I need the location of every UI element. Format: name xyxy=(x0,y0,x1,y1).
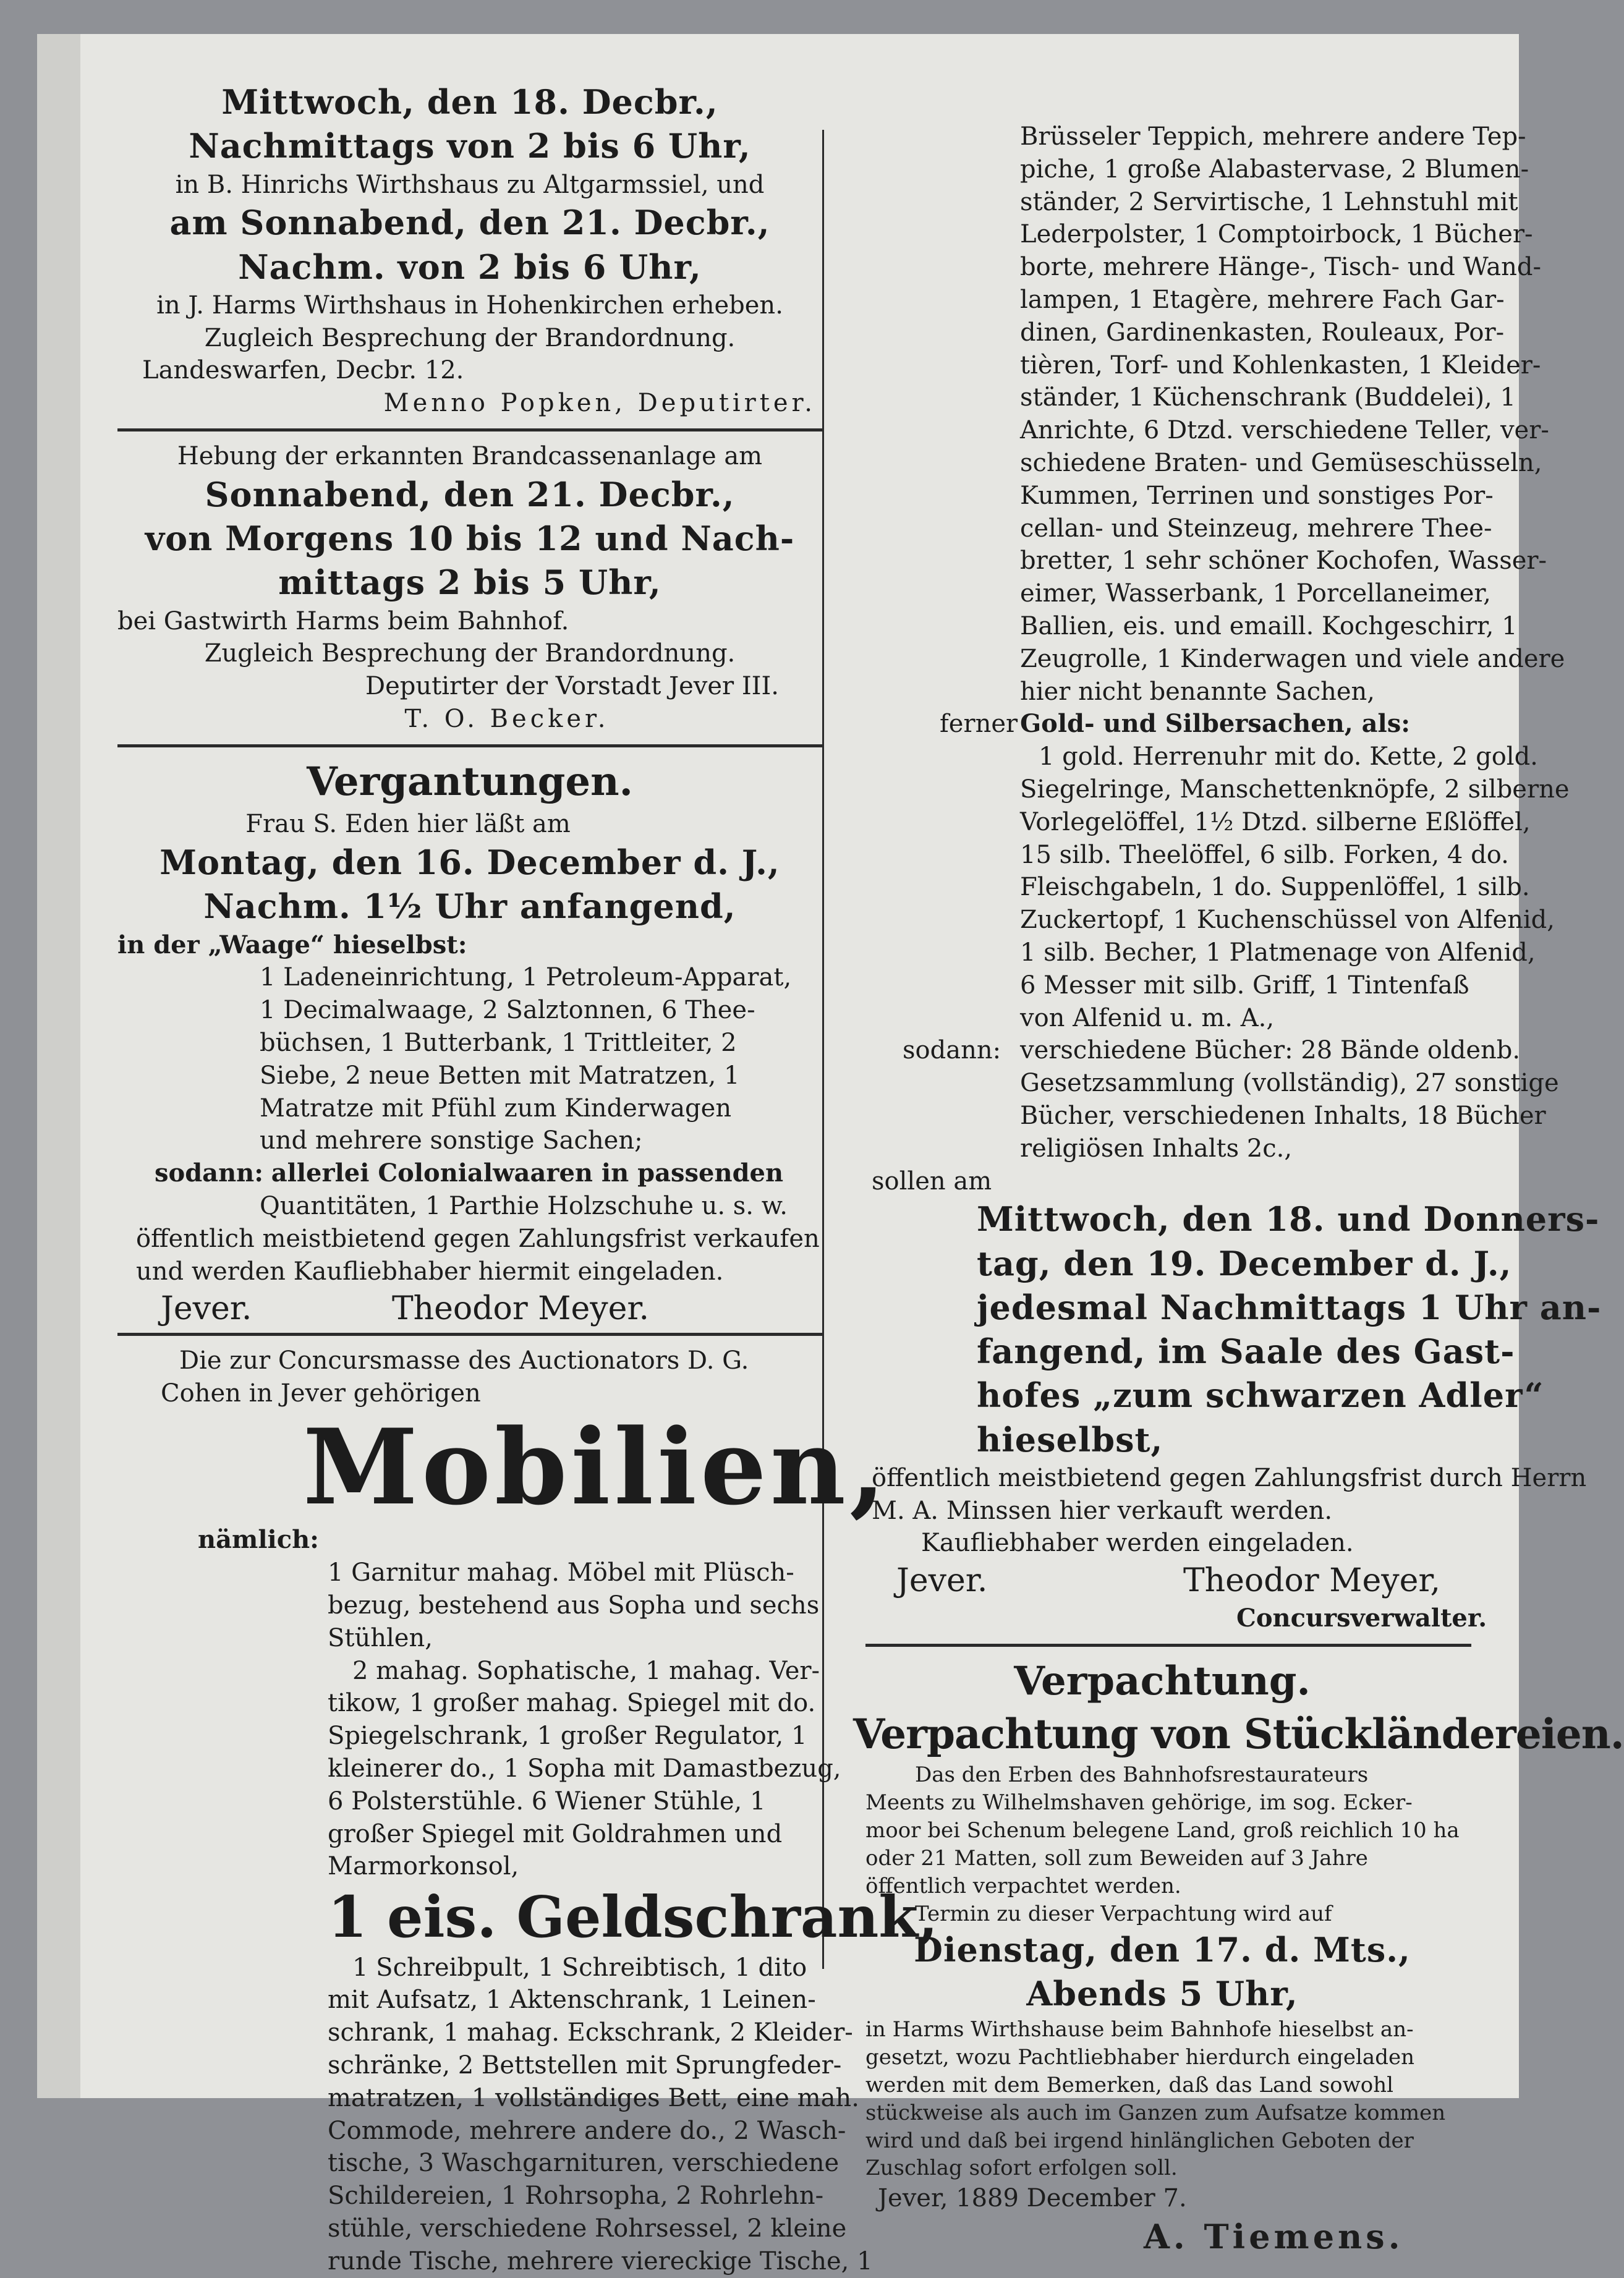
item-line: und mehrere sonstige Sachen; xyxy=(260,1126,643,1155)
notice-line: und werden Kaufliebhaber hiermit eingeladen. xyxy=(136,1257,724,1286)
notice-line: öffentlich verpachtet werden. xyxy=(865,1873,1181,1898)
notice-line: oder 21 Matten, soll zum Beweiden auf 3 Jahre xyxy=(865,1845,1368,1871)
divider xyxy=(117,428,822,431)
item-line: lampen, 1 Etagère, mehrere Fach Gar- xyxy=(1020,285,1505,314)
divider xyxy=(865,1644,1471,1647)
notice-line: stückweise als auch im Ganzen zum Aufsatze kommen xyxy=(865,2100,1446,2125)
item-line: tische, 3 Waschgarnituren, verschiedene xyxy=(328,2149,840,2178)
notice-brandcasse-1 xyxy=(117,80,822,420)
notice-line: Nachm. von 2 bis 6 Uhr, xyxy=(238,247,702,287)
notice-line: moor bei Schenum belegene Land, groß reichlich 10 ha xyxy=(865,1818,1460,1843)
notice-line: Montag, den 16. December d. J., xyxy=(159,843,780,883)
column-divider xyxy=(822,130,824,1969)
date-line: tag, den 19. December d. J., xyxy=(977,1243,1512,1283)
notice-line: Kaufliebhaber werden eingeladen. xyxy=(921,1529,1354,1558)
item-line: Anrichte, 6 Dtzd. verschiedene Teller, ver- xyxy=(1020,416,1549,445)
item-line: hier nicht benannte Sachen, xyxy=(1020,677,1375,706)
item-line: Schildereien, 1 Rohrsopha, 2 Rohrlehn- xyxy=(328,2182,824,2211)
date-line: hofes „zum schwarzen Adler“ xyxy=(977,1375,1544,1416)
item-line: Gold- und Silbersachen, als: xyxy=(1020,709,1411,739)
notice-line: Meents zu Wilhelmshaven gehörige, im sog. Ecker- xyxy=(865,1790,1413,1816)
notice-line: von Morgens 10 bis 12 und Nach- xyxy=(145,519,795,559)
item-line: Quantitäten, 1 Parthie Holzschuhe u. s. w. xyxy=(260,1192,788,1220)
notice-line: bei Gastwirth Harms beim Bahnhof. xyxy=(117,606,569,635)
sodann-label: sodann: xyxy=(155,1158,264,1188)
divider xyxy=(117,1333,822,1336)
signature-role: Concursverwalter. xyxy=(1236,1603,1487,1633)
item-line: Bücher, verschiedenen Inhalts, 18 Bücher xyxy=(1020,1101,1546,1130)
date-line: jedesmal Nachmittags 1 Uhr an- xyxy=(977,1287,1602,1327)
notice-concursmasse-continued xyxy=(853,121,1602,1635)
notice-line: Zugleich Besprechung der Brandordnung. xyxy=(204,639,736,668)
notice-line: öffentlich meistbietend gegen Zahlungsfrist verkaufen xyxy=(136,1224,820,1253)
item-line: mit Aufsatz, 1 Aktenschrank, 1 Leinen- xyxy=(328,1986,816,2015)
signature: Menno Popken, Deputirter. xyxy=(383,389,816,418)
notice-line: Zugleich Besprechung der Brandordnung. xyxy=(204,323,736,352)
item-line: Siegelringe, Manschettenknöpfe, 2 silberne xyxy=(1020,775,1570,804)
signature: Theodor Meyer. xyxy=(391,1290,650,1328)
item-line: bretter, 1 sehr schöner Kochofen, Wasser- xyxy=(1020,546,1547,576)
item-line: eimer, Wasserbank, 1 Porcellaneimer, xyxy=(1020,579,1491,608)
item-line: 1 Garnitur mahag. Möbel mit Plüsch- xyxy=(328,1558,794,1587)
item-line: von Alfenid u. m. A., xyxy=(1020,1003,1275,1032)
item-line: Gesetzsammlung (vollständig), 27 sonstige xyxy=(1020,1069,1559,1098)
notice-line: Hebung der erkannten Brandcassenanlage am xyxy=(177,442,763,471)
item-line: cellan- und Steinzeug, mehrere Thee- xyxy=(1020,514,1492,543)
item-line: runde Tische, mehrere viereckige Tische, 1 xyxy=(328,2246,873,2276)
item-line: Brüsseler Teppich, mehrere andere Tep- xyxy=(1020,122,1526,151)
notice-line: mittags 2 bis 5 Uhr, xyxy=(278,563,661,603)
notice-verpachtung xyxy=(853,1655,1624,2259)
safe-headline: 1 eis. Geldschrank, xyxy=(328,1884,938,1951)
item-line: matratzen, 1 vollständiges Bett, eine mah. xyxy=(328,2083,859,2112)
place: Jever. xyxy=(896,1562,988,1600)
item-line: Matratze mit Pfühl zum Kinderwagen xyxy=(260,1094,732,1123)
notice-line: Nachmittags von 2 bis 6 Uhr, xyxy=(189,126,751,166)
item-line: ständer, 2 Servirtische, 1 Lehnstuhl mit xyxy=(1020,187,1518,216)
item-line: Siebe, 2 neue Betten mit Matratzen, 1 xyxy=(260,1061,740,1090)
sodann-row xyxy=(853,1034,1521,1067)
item-line: Zeugrolle, 1 Kinderwagen und viele andere xyxy=(1020,644,1565,673)
item-line: Marmorkonsol, xyxy=(328,1852,519,1881)
notice-line: wird und daß bei irgend hinlänglichen Geboten der xyxy=(865,2128,1414,2153)
right-column xyxy=(853,121,1624,2259)
ferner-label: ferner xyxy=(940,710,1018,739)
item-line: religiösen Inhalts 2c., xyxy=(1020,1134,1293,1163)
item-line: 1 Decimalwaage, 2 Salztonnen, 6 Thee- xyxy=(260,996,755,1025)
notice-line: Termin zu dieser Verpachtung wird auf xyxy=(915,1901,1332,1926)
date-line: hieselbst, xyxy=(977,1419,1163,1460)
signature-row xyxy=(117,1288,822,1330)
item-line: 1 Ladeneinrichtung, 1 Petroleum-Apparat, xyxy=(260,963,792,992)
item-line: dinen, Gardinenkasten, Rouleaux, Por- xyxy=(1020,318,1505,347)
notice-brandcasse-2 xyxy=(117,440,822,736)
item-line: Kummen, Terrinen und sonstiges Por- xyxy=(1020,481,1494,510)
signature: T. O. Becker. xyxy=(404,705,610,734)
item-line: stühle, verschiedene Rohrsessel, 2 kleine xyxy=(328,2214,847,2243)
notice-line: in Harms Wirthshause beim Bahnhofe hieselbst an- xyxy=(865,2017,1414,2042)
ferner-row xyxy=(853,708,1471,741)
headline: Verpachtung von Stückländereien. xyxy=(853,1710,1624,1759)
item-line: verschiedene Bücher: 28 Bände oldenb. xyxy=(1020,1036,1521,1065)
notice-line: Das den Erben des Bahnhofsrestaurateurs xyxy=(915,1762,1369,1788)
notice-line: in J. Harms Wirthshaus in Hohenkirchen erheben. xyxy=(156,291,783,320)
item-line: schiedene Braten- und Gemüseschüsseln, xyxy=(1020,448,1542,477)
item-line: Stühlen, xyxy=(328,1623,433,1652)
notice-line: in der „Waage“ hieselbst: xyxy=(117,930,467,959)
item-line: 6 Messer mit silb. Griff, 1 Tintenfaß xyxy=(1020,971,1469,1000)
item-line: 6 Polsterstühle. 6 Wiener Stühle, 1 xyxy=(328,1787,766,1816)
notice-line: M. A. Minssen hier verkauft werden. xyxy=(872,1496,1333,1525)
notice-line: am Sonnabend, den 21. Decbr., xyxy=(169,203,770,243)
date-line: Abends 5 Uhr, xyxy=(1026,1973,1298,2013)
notice-line: Zuschlag sofort erfolgen soll. xyxy=(865,2156,1178,2181)
notice-line: Deputirter der Vorstadt Jever III. xyxy=(365,672,779,701)
item-line: 1 gold. Herrenuhr mit do. Kette, 2 gold. xyxy=(1039,742,1538,771)
section-heading: Vergantungen. xyxy=(307,758,633,805)
notice-line: Frau S. Eden hier läßt am xyxy=(245,810,571,839)
namlich-label: nämlich: xyxy=(198,1525,319,1555)
item-line: borte, mehrere Hänge-, Tisch- und Wand- xyxy=(1020,253,1541,282)
item-line: schränke, 2 Bettstellen mit Sprungfeder- xyxy=(328,2051,842,2080)
notice-line: Sonnabend, den 21. Decbr., xyxy=(205,474,735,514)
date-line: Dienstag, den 17. d. Mts., xyxy=(914,1929,1411,1970)
signature: Theodor Meyer, xyxy=(1183,1562,1441,1600)
notice-line: Die zur Concursmasse des Auctionators D. G. xyxy=(179,1346,749,1375)
place: Jever. xyxy=(161,1290,252,1328)
item-line: tièren, Torf- und Kohlenkasten, 1 Kleider- xyxy=(1020,351,1541,380)
notice-line: sollen am xyxy=(872,1167,992,1196)
item-line: tikow, 1 großer mahag. Spiegel mit do. xyxy=(328,1689,816,1718)
item-line: großer Spiegel mit Goldrahmen und xyxy=(328,1819,783,1848)
notice-line: öffentlich meistbietend gegen Zahlungsfrist durch Herrn xyxy=(872,1463,1587,1492)
item-line: 1 silb. Becher, 1 Platmenage von Alfenid, xyxy=(1020,938,1536,967)
item-line: schrank, 1 mahag. Eckschrank, 2 Kleider- xyxy=(328,2018,853,2047)
item-line: ständer, 1 Küchenschrank (Buddelei), 1 xyxy=(1020,383,1516,412)
notice-line: Landeswarfen, Decbr. 12. xyxy=(142,356,464,385)
item-line: bezug, bestehend aus Sopha und sechs xyxy=(328,1591,820,1620)
notice-line: gesetzt, wozu Pachtliebhaber hierdurch eingeladen xyxy=(865,2044,1414,2070)
item-line: 1 Schreibpult, 1 Schreibtisch, 1 dito xyxy=(352,1953,807,1982)
item-line: 15 silb. Theelöffel, 6 silb. Forken, 4 do. xyxy=(1020,840,1509,869)
notice-concursmasse xyxy=(117,1345,938,2278)
item-line: allerlei Colonialwaaren in passenden xyxy=(271,1158,784,1188)
date-line: fangend, im Saale des Gast- xyxy=(977,1332,1515,1372)
item-line: Fleischgabeln, 1 do. Suppenlöffel, 1 silb. xyxy=(1020,873,1530,902)
item-line: Vorlegelöffel, 1½ Dtzd. silberne Eßlöffel, xyxy=(1020,807,1531,836)
item-line: Commode, mehrere andere do., 2 Wasch- xyxy=(328,2116,846,2145)
date-line: Mittwoch, den 18. und Donners- xyxy=(977,1199,1600,1239)
section-heading: Verpachtung. xyxy=(1014,1657,1311,1704)
signature: A. Tiemens. xyxy=(1144,2217,1404,2257)
notice-line: Cohen in Jever gehörigen xyxy=(161,1379,481,1408)
item-line: büchsen, 1 Butterbank, 1 Trittleiter, 2 xyxy=(260,1029,737,1058)
notice-line: Nachm. 1½ Uhr anfangend, xyxy=(203,886,736,927)
sodann-label: sodann: xyxy=(903,1036,1001,1065)
item-line: Zuckertopf, 1 Kuchenschüssel von Alfenid, xyxy=(1020,906,1555,935)
divider xyxy=(117,744,822,747)
signature-row xyxy=(853,1560,1471,1602)
item-line: kleinerer do., 1 Sopha mit Damastbezug, xyxy=(328,1754,841,1783)
item-line: Spiegelschrank, 1 großer Regulator, 1 xyxy=(328,1722,807,1751)
notice-line: werden mit dem Bemerken, daß das Land sowohl xyxy=(865,2072,1393,2097)
notice-line: in B. Hinrichs Wirthshaus zu Altgarmssiel, und xyxy=(175,170,765,199)
sodann-row xyxy=(117,1157,822,1190)
item-line: Lederpolster, 1 Comptoirbock, 1 Bücher- xyxy=(1020,220,1533,249)
notice-line: Mittwoch, den 18. Decbr., xyxy=(221,82,718,122)
item-line: piche, 1 große Alabastervase, 2 Blumen- xyxy=(1020,155,1529,184)
headline: Mobilien, xyxy=(303,1405,890,1528)
notice-vergantung xyxy=(117,756,822,1330)
dateline: Jever, 1889 December 7. xyxy=(878,2184,1187,2213)
item-line: 2 mahag. Sophatische, 1 mahag. Ver- xyxy=(352,1656,820,1685)
item-line: Ballien, eis. und emaill. Kochgeschirr, 1 xyxy=(1020,611,1518,640)
